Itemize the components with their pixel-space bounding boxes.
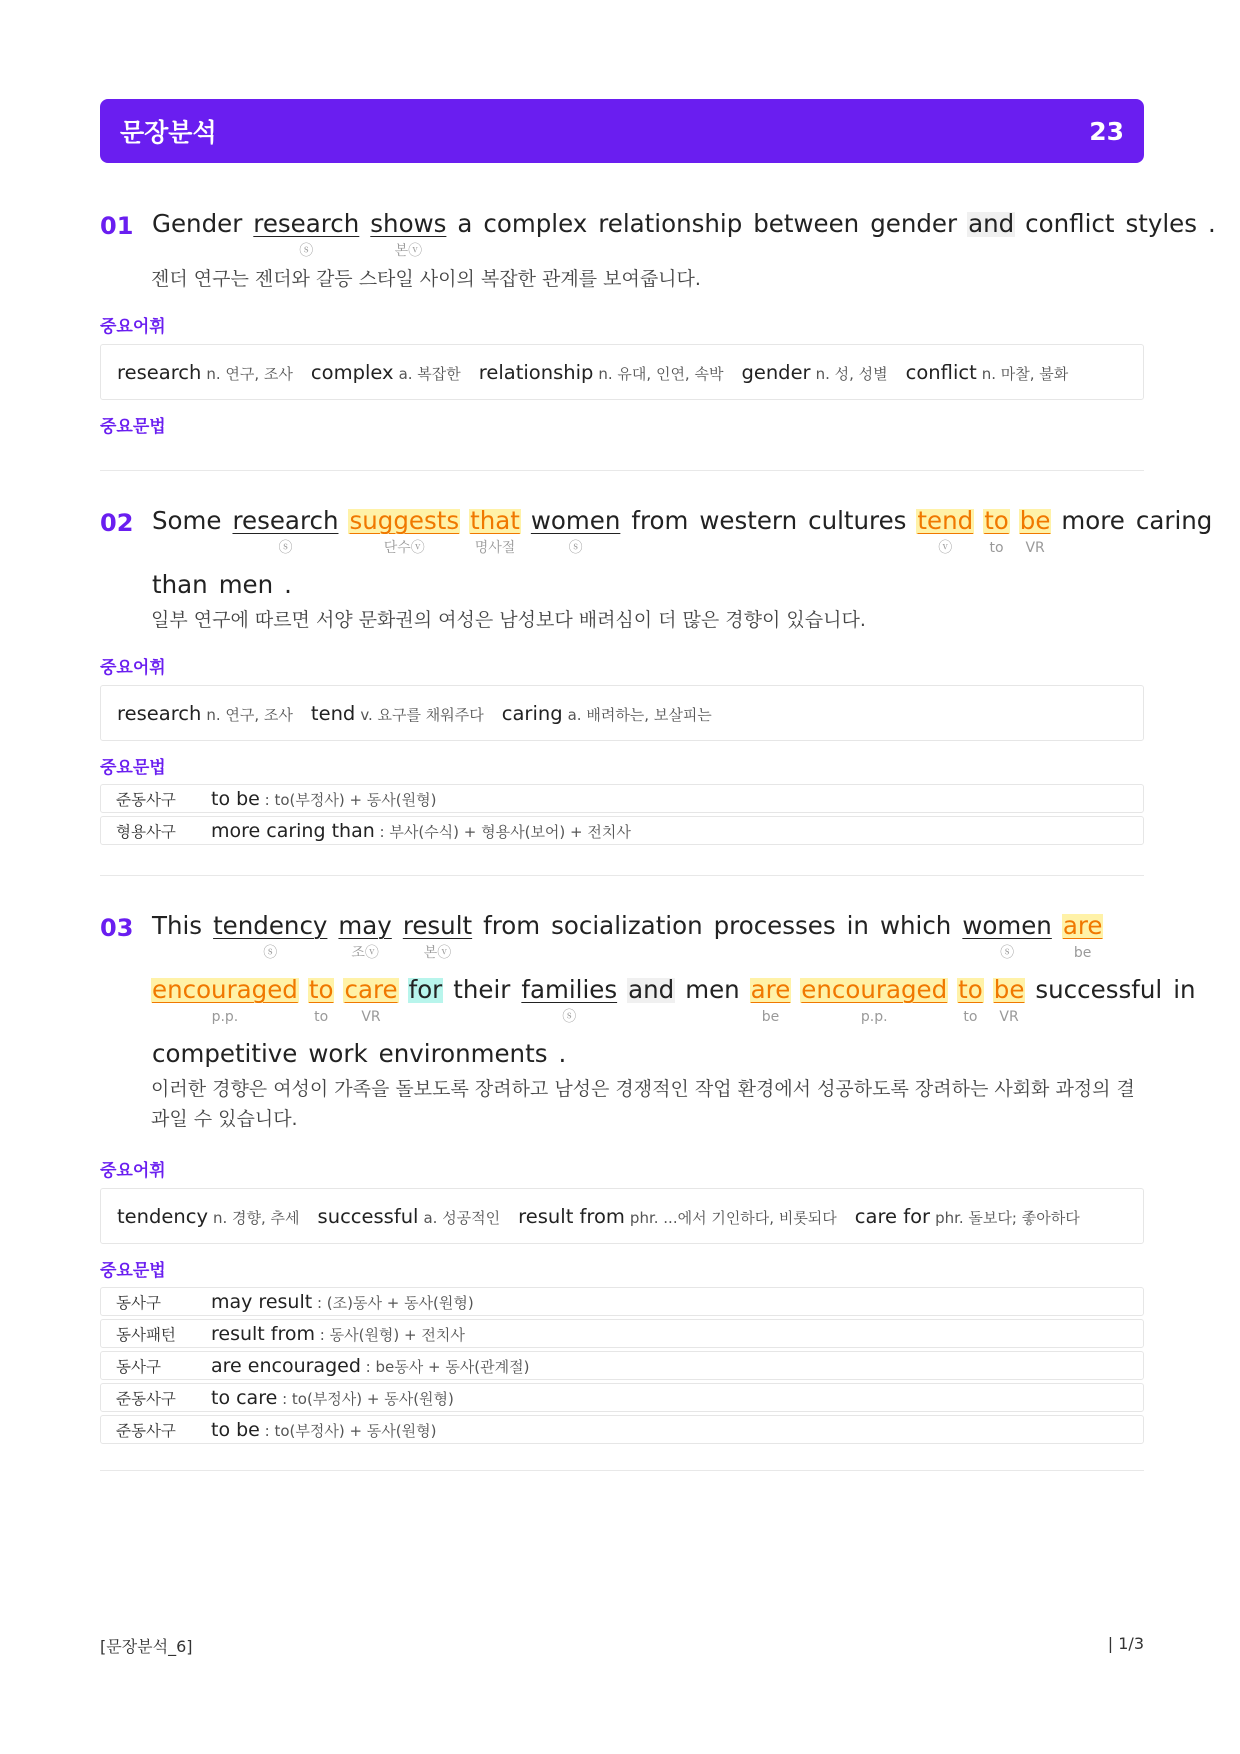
word-text: which <box>879 911 952 940</box>
section-divider <box>100 1470 1144 1471</box>
word-text: . <box>1207 209 1216 238</box>
word-text: be <box>1019 506 1051 535</box>
vocab-word: care for <box>854 1204 931 1228</box>
sentence-word <box>308 974 335 1025</box>
vocab-definition: n. 마찰, 불화 <box>981 364 1069 383</box>
word-text: result <box>402 911 473 940</box>
word-text: their <box>453 975 511 1004</box>
sentence-word <box>1124 208 1198 259</box>
word-text: care <box>344 975 398 1004</box>
grammar-phrase: to be <box>211 1418 260 1441</box>
word-text: more <box>1061 506 1125 535</box>
sentence-word <box>402 910 473 961</box>
vocab-item <box>479 361 724 384</box>
sentence-word <box>469 505 521 556</box>
sentence-word <box>231 505 339 556</box>
sentence-line <box>151 505 1222 556</box>
vocab-word: complex <box>310 360 394 384</box>
grammar-row <box>100 1287 1144 1316</box>
translation: 젠더 연구는 젠더와 갈등 스타일 사이의 복잡한 관계를 보여줍니다. <box>151 268 701 290</box>
grammar-row <box>100 1383 1144 1412</box>
sentence-word <box>343 974 398 1025</box>
sentence-number: 02 <box>100 509 134 537</box>
word-text: conflict <box>1025 209 1115 238</box>
word-text: This <box>152 911 203 940</box>
translation: 이러한 경향은 여성이 가족을 돌보도록 장려하고 남성은 경쟁적인 작업 환경에서 성공하도록 장려하는 사회화 과정의 결과일 수 있습니다. <box>151 1078 1135 1130</box>
word-text: shows <box>370 209 447 238</box>
vocab-item <box>117 1205 300 1228</box>
word-annotation: to <box>963 1008 978 1025</box>
word-text: relationship <box>598 209 743 238</box>
sentence-word <box>879 910 952 961</box>
vocab-label: 중요어휘 <box>100 317 166 337</box>
word-text: men <box>685 975 740 1004</box>
grammar-description: : to(부정사) + 동사(원형) <box>259 790 437 809</box>
vocab-definition: phr. 돌보다; 좋아하다 <box>935 1208 1080 1227</box>
word-text: competitive <box>152 1039 298 1068</box>
word-text: between <box>753 209 860 238</box>
word-annotation: ⓢ <box>1000 944 1015 961</box>
word-text: to <box>308 975 334 1004</box>
sentence-line <box>151 974 1206 1025</box>
word-text: to <box>958 975 983 1004</box>
grammar-label: 중요문법 <box>100 417 166 437</box>
word-text: and <box>968 209 1015 238</box>
sentence-word <box>482 208 588 259</box>
page-number: 23 <box>1089 116 1124 146</box>
word-text: cultures <box>808 506 907 535</box>
vocab-item <box>502 702 712 725</box>
word-text: tend <box>917 506 974 535</box>
page-header <box>100 99 1144 163</box>
sentence-word <box>456 208 473 259</box>
sentence-word <box>1062 910 1104 961</box>
sentence-word <box>846 910 870 961</box>
grammar-description: : (조)동사 + 동사(원형) <box>312 1293 474 1312</box>
word-annotation: be <box>1073 944 1092 961</box>
grammar-type: 준동사구 <box>116 790 176 809</box>
vocab-word: result from <box>518 1204 625 1228</box>
word-text: Some <box>152 506 222 535</box>
sentence-word <box>252 208 360 259</box>
word-annotation: to <box>989 539 1004 556</box>
sentence-word <box>452 974 511 1025</box>
word-annotation: VR <box>1025 539 1045 556</box>
sentence-word <box>597 208 743 259</box>
vocab-item <box>311 361 461 384</box>
sentence-word <box>684 974 740 1025</box>
grammar-row <box>100 1415 1144 1444</box>
grammar-phrase-wrap <box>211 1419 436 1441</box>
sentence-number: 01 <box>100 212 134 240</box>
word-annotation: ⓢ <box>278 539 293 556</box>
translation: 일부 연구에 따르면 서양 문화권의 여성은 남성보다 배려심이 더 많은 경향이 있습니다. <box>151 609 866 631</box>
grammar-type: 준동사구 <box>116 1421 176 1440</box>
vocab-definition: n. 경향, 추세 <box>213 1208 300 1227</box>
grammar-row <box>100 1319 1144 1348</box>
vocab-item <box>518 1205 837 1228</box>
grammar-phrase-wrap <box>211 1323 465 1345</box>
sentence-word <box>520 974 618 1025</box>
word-annotation: be <box>761 1008 780 1025</box>
word-text: suggests <box>349 506 460 535</box>
word-annotation: ⓢ <box>568 539 583 556</box>
word-text: men <box>218 570 274 599</box>
sentence-word <box>1207 208 1217 259</box>
vocab-definition: a. 성공적인 <box>423 1208 501 1227</box>
vocab-item <box>741 361 887 384</box>
word-text: socialization <box>551 911 703 940</box>
word-text: caring <box>1135 506 1213 535</box>
sentence-word <box>698 505 798 556</box>
sentence-word <box>983 505 1010 556</box>
word-text: . <box>284 570 292 599</box>
grammar-phrase: are encouraged <box>211 1354 361 1377</box>
word-text: processes <box>713 911 836 940</box>
vocab-box <box>100 685 1144 741</box>
grammar-type: 동사패턴 <box>116 1325 176 1344</box>
vocab-label: 중요어휘 <box>100 1161 166 1181</box>
grammar-phrase-wrap <box>211 788 436 810</box>
footer-page: | 1/3 <box>1107 1634 1144 1653</box>
vocab-word: tendency <box>117 1204 208 1228</box>
vocab-word: research <box>117 360 202 384</box>
word-annotation: p.p. <box>211 1008 239 1025</box>
word-annotation: VR <box>361 1008 381 1025</box>
vocab-box <box>100 1188 1144 1244</box>
word-annotation: ⓢ <box>299 242 314 259</box>
word-text: that <box>470 506 520 535</box>
word-text: a <box>457 209 473 238</box>
word-annotation: ⓥ <box>938 539 953 556</box>
grammar-description: : to(부정사) + 동사(원형) <box>277 1389 454 1408</box>
vocab-word: caring <box>501 701 563 725</box>
vocab-definition: a. 복잡한 <box>398 364 461 383</box>
grammar-type: 동사구 <box>116 1293 161 1312</box>
word-text: styles <box>1125 209 1197 238</box>
vocab-item <box>855 1205 1080 1228</box>
sentence-word <box>752 208 860 259</box>
word-text: are <box>750 975 791 1004</box>
word-text: encouraged <box>801 975 948 1004</box>
sentence-word <box>967 208 1015 259</box>
sentence-word <box>348 505 460 556</box>
sentence-word <box>627 974 675 1025</box>
word-annotation: ⓢ <box>562 1008 577 1025</box>
grammar-type: 동사구 <box>116 1357 161 1376</box>
word-text: in <box>1173 975 1196 1004</box>
word-annotation: 본ⓥ <box>394 242 423 259</box>
word-text: gender <box>870 209 958 238</box>
word-text: women <box>962 911 1052 940</box>
word-text: western <box>699 506 798 535</box>
grammar-label: 중요문법 <box>100 1261 166 1281</box>
word-text: Gender <box>152 209 243 238</box>
grammar-phrase-wrap <box>211 1355 529 1377</box>
sentence-line <box>151 910 1112 961</box>
grammar-type: 준동사구 <box>116 1389 176 1408</box>
word-annotation: 조ⓥ <box>351 944 379 961</box>
sentence-word <box>151 974 299 1025</box>
word-text: and <box>628 975 675 1004</box>
word-text: research <box>232 506 339 535</box>
vocab-definition: n. 성, 성별 <box>815 364 888 383</box>
sentence-word <box>151 910 203 961</box>
sentence-word <box>408 974 444 1025</box>
sentence-word <box>961 910 1053 961</box>
vocab-item <box>906 361 1069 384</box>
word-annotation: 본ⓥ <box>423 944 452 961</box>
word-text: than <box>152 570 208 599</box>
vocab-word: research <box>117 701 202 725</box>
vocab-item <box>318 1205 501 1228</box>
sentence-word <box>151 505 222 556</box>
vocab-box <box>100 344 1144 400</box>
vocab-word: tend <box>310 701 356 725</box>
sentence-word <box>151 208 243 259</box>
sentence-word <box>800 974 948 1025</box>
sentence-word <box>530 505 622 556</box>
sentence-word <box>750 974 792 1025</box>
vocab-item <box>117 702 293 725</box>
vocab-word: conflict <box>905 360 977 384</box>
word-text: complex <box>483 209 588 238</box>
word-text: research <box>253 209 360 238</box>
grammar-type: 형용사구 <box>116 822 176 841</box>
grammar-phrase: result from <box>211 1322 316 1345</box>
word-text: in <box>846 911 869 940</box>
grammar-description: : be동사 + 동사(관계절) <box>360 1357 530 1376</box>
grammar-phrase: may result <box>211 1290 313 1313</box>
word-annotation: to <box>314 1008 329 1025</box>
grammar-row <box>100 1351 1144 1380</box>
word-annotation: VR <box>999 1008 1019 1025</box>
grammar-phrase: to care <box>211 1386 278 1409</box>
sentence-word <box>713 910 837 961</box>
vocab-word: gender <box>741 360 811 384</box>
vocab-definition: phr. ...에서 기인하다, 비롯되다 <box>629 1208 837 1227</box>
grammar-phrase: more caring than <box>211 819 375 842</box>
sentence-word <box>869 208 958 259</box>
sentence-word <box>1135 505 1213 556</box>
grammar-phrase-wrap <box>211 820 631 842</box>
word-text: families <box>521 975 618 1004</box>
grammar-label: 중요문법 <box>100 758 166 778</box>
sentence-word <box>369 208 447 259</box>
grammar-phrase: to be <box>211 787 260 810</box>
sentence-word <box>1172 974 1196 1025</box>
sentence-number: 03 <box>100 914 134 942</box>
vocab-definition: n. 유대, 인연, 속박 <box>598 364 724 383</box>
word-text: for <box>408 975 443 1004</box>
word-text: from <box>631 506 689 535</box>
word-annotation: 단수ⓥ <box>383 539 425 556</box>
grammar-row <box>100 816 1144 845</box>
vocab-definition: a. 배려하는, 보살피는 <box>567 705 712 724</box>
sentence-word <box>482 910 541 961</box>
grammar-phrase-wrap <box>211 1291 474 1313</box>
vocab-definition: n. 연구, 조사 <box>206 705 293 724</box>
vocab-definition: v. 요구를 채워주다 <box>360 705 484 724</box>
word-text: work <box>308 1039 368 1068</box>
sentence-word <box>807 505 907 556</box>
word-annotation: p.p. <box>860 1008 888 1025</box>
word-text: . <box>558 1039 567 1068</box>
word-text: tendency <box>213 911 328 940</box>
grammar-description: : 동사(원형) + 전치사 <box>315 1325 465 1344</box>
word-text: be <box>993 975 1025 1004</box>
section-divider <box>100 875 1144 876</box>
word-text: are <box>1062 911 1103 940</box>
word-text: successful <box>1035 975 1163 1004</box>
vocab-word: successful <box>317 1204 419 1228</box>
vocab-label: 중요어휘 <box>100 658 166 678</box>
word-text: environments <box>378 1039 548 1068</box>
section-divider <box>100 470 1144 471</box>
word-text: women <box>530 506 621 535</box>
sentence-line <box>151 208 1226 259</box>
word-text: from <box>483 911 541 940</box>
word-annotation: ⓢ <box>263 944 278 961</box>
grammar-phrase-wrap <box>211 1387 454 1409</box>
vocab-definition: n. 연구, 조사 <box>206 364 293 383</box>
vocab-item <box>311 702 484 725</box>
word-annotation: 명사절 <box>474 539 516 556</box>
grammar-description: : to(부정사) + 동사(원형) <box>259 1421 437 1440</box>
sentence-word <box>1019 505 1052 556</box>
footer-label: [문장분석_6] <box>100 1637 193 1656</box>
sentence-word <box>1034 974 1163 1025</box>
grammar-description: : 부사(수식) + 형용사(보어) + 전치사 <box>374 822 631 841</box>
word-text: to <box>984 506 1009 535</box>
sentence-word <box>212 910 328 961</box>
vocab-word: relationship <box>478 360 594 384</box>
sentence-word <box>993 974 1026 1025</box>
page-title: 문장분석 <box>120 118 217 147</box>
vocab-item <box>117 361 293 384</box>
word-text: encouraged <box>152 975 298 1004</box>
sentence-word <box>1024 208 1115 259</box>
word-text: may <box>338 911 392 940</box>
grammar-row <box>100 784 1144 813</box>
sentence-word <box>550 910 703 961</box>
sentence-word <box>957 974 984 1025</box>
sentence-word <box>916 505 974 556</box>
sentence-word <box>630 505 689 556</box>
sentence-word <box>1060 505 1125 556</box>
sentence-word <box>337 910 392 961</box>
